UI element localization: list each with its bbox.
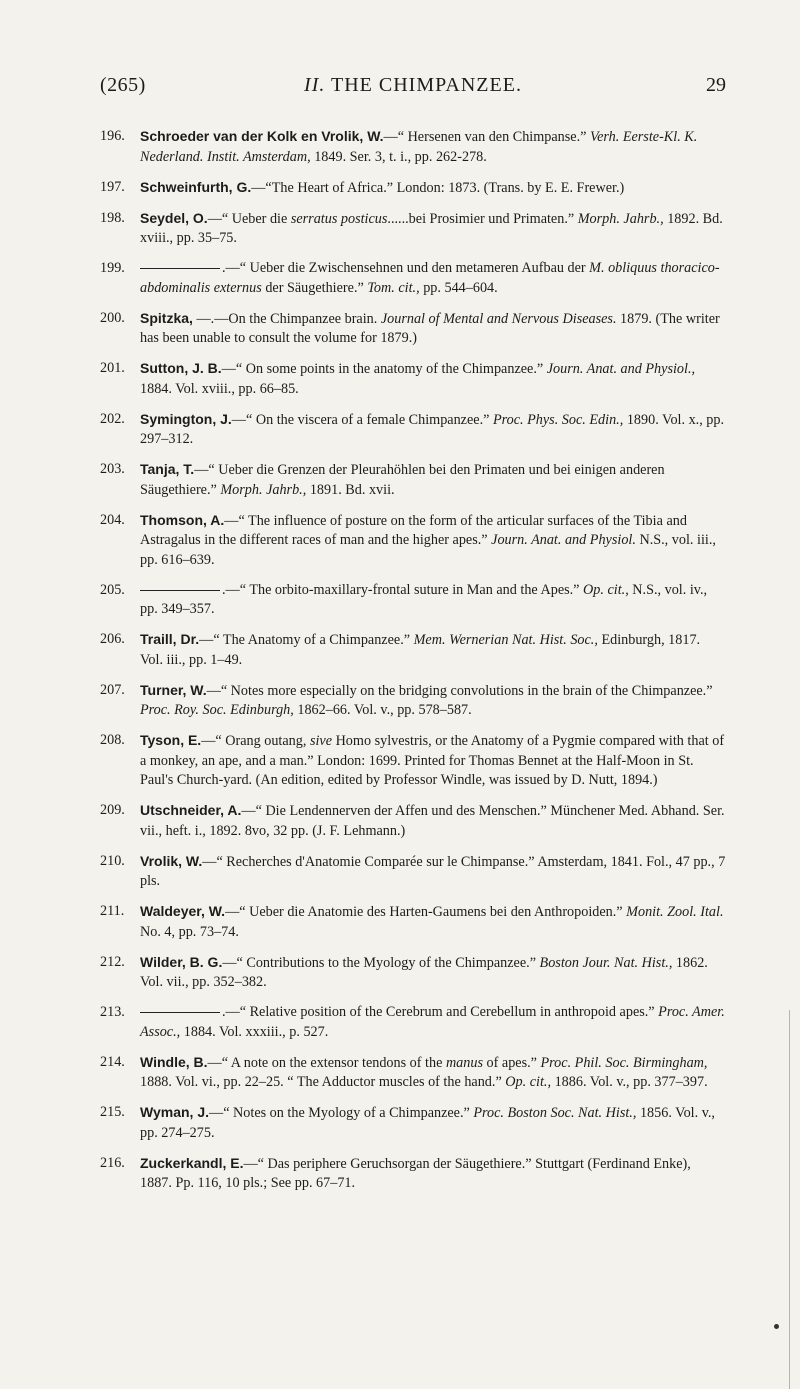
- entry-author: Turner, W.: [140, 681, 207, 698]
- running-title-main: THE CHIMPANZEE.: [331, 74, 522, 96]
- bibliography-list: [100, 127, 726, 1204]
- bibliography-entry: [100, 852, 726, 892]
- entry-author: Thomson, A.: [140, 511, 225, 528]
- entry-number: 215.: [100, 1104, 125, 1120]
- bibliography-entry: [100, 630, 726, 670]
- bibliography-entry: [100, 209, 726, 249]
- entry-source-italic: Boston Jour. Nat. Hist.,: [539, 954, 673, 971]
- entry-text: N.S., vol. iv., pp. 349–357.: [140, 581, 708, 617]
- entry-text: No. 4, pp. 73–74.: [140, 923, 239, 940]
- entry-author: Wyman, J.: [140, 1104, 209, 1120]
- entry-number: 213.: [100, 1004, 125, 1020]
- running-title-roman: II.: [304, 74, 326, 96]
- entry-source-italic: Proc. Phil. Soc. Birmingham,: [540, 1054, 708, 1071]
- entry-number: 204.: [100, 511, 125, 528]
- entry-source-italic: Journal of Mental and Nervous Diseases.: [380, 310, 617, 327]
- bibliography-entry: [100, 953, 726, 993]
- bibliography-entry: [100, 178, 726, 199]
- entry-text: 1892. Bd. xviii., pp. 35–75.: [140, 210, 723, 246]
- entry-text: 1886. Vol. v., pp. 377–397.: [551, 1074, 708, 1090]
- entry-text: 1891. Bd. xvii.: [306, 481, 395, 498]
- page-speck: [774, 1324, 779, 1329]
- entry-source-italic: Proc. Boston Soc. Nat. Hist.,: [473, 1105, 637, 1121]
- entry-text: 1884. Vol. xxxiii., p. 527.: [180, 1023, 329, 1040]
- entry-text: —“The Heart of Africa.” London: 1873. (Trans. by E. E. Frewer.): [251, 179, 625, 196]
- entry-number: 214.: [100, 1053, 125, 1070]
- bibliography-entry: [100, 259, 726, 298]
- entry-text: —“ Hersenen van den Chimpanse.”: [383, 129, 590, 145]
- entry-text: —“ On the viscera of a female Chimpanzee.”: [231, 411, 493, 428]
- bibliography-entry: [100, 1154, 726, 1194]
- entry-author: Schweinfurth, G.: [140, 178, 252, 195]
- entry-text: Homo sylvestris, or the Anatomy of a Pygmie compared with that of a monkey, an ape, and a man.” London: 1699. Printed for Thomas Bennet at the Half-Moon in St. Paul's Church-yard. (An edition, edited by Professor Windle, was issued by D. Nutt, 1894.): [140, 733, 725, 788]
- entry-number: 206.: [100, 631, 125, 647]
- entry-text: —“ Ueber die Anatomie des Harten-Gaumens bei den Anthropoiden.”: [225, 904, 627, 920]
- entry-text: —“ Notes more especially on the bridging convolutions in the brain of the Chimpanzee.”: [206, 682, 713, 699]
- entry-number: 197.: [100, 178, 125, 195]
- entry-text: —“ The Anatomy of a Chimpanzee.”: [199, 632, 414, 648]
- entry-number: 203.: [100, 461, 125, 477]
- entry-author: Tyson, E.: [140, 732, 202, 748]
- bibliography-entry: [100, 127, 726, 167]
- entry-text: 1888. Vol. vi., pp. 22–25. “ The Adductor muscles of the hand.”: [140, 1074, 506, 1090]
- entry-source-italic: Proc. Amer. Assoc.,: [140, 1004, 725, 1040]
- bibliography-entry: [100, 1003, 726, 1042]
- entry-text: Edinburgh, 1817. Vol. iii., pp. 1–49.: [140, 632, 701, 668]
- entry-text: 1862. Vol. vii., pp. 352–382.: [140, 954, 708, 990]
- entry-number: 201.: [100, 360, 125, 376]
- ditto-rule: [140, 268, 220, 269]
- entry-source-italic: Verh. Eerste-Kl. K. Nederland. Instit. Amsterdam,: [140, 129, 698, 165]
- entry-text: —“ Die Lendennerven der Affen und des Menschen.” Münchener Med. Abhand. Ser. vii., heft. i., 1892. 8vo, 32 pp. (J. F. Lehmann.): [140, 803, 725, 839]
- entry-author: Tanja, T.: [140, 461, 195, 477]
- entry-number: 202.: [100, 410, 125, 427]
- ditto-rule: [140, 590, 220, 591]
- entry-number: 200.: [100, 309, 125, 326]
- entry-source-italic: Morph. Jahrb.,: [577, 210, 664, 227]
- entry-text: N.S., vol. iii., pp. 616–639.: [140, 532, 716, 568]
- entry-text: 1862–66. Vol. v., pp. 578–587.: [293, 702, 472, 718]
- entry-text: .—“ Relative position of the Cerebrum and Cerebellum in anthropoid apes.”: [222, 1004, 659, 1020]
- entry-number: 212.: [100, 953, 125, 970]
- entry-text: —“ On some points in the anatomy of the Chimpanzee.”: [221, 361, 547, 377]
- entry-text: —“ Recherches d'Anatomie Comparée sur le Chimpanse.” Amsterdam, 1841. Fol., 47 pp., 7 pls.: [140, 853, 726, 889]
- bibliography-entry: [100, 731, 726, 791]
- entry-source-italic: sive: [309, 733, 333, 749]
- entry-text: —“ A note on the extensor tendons of the: [207, 1054, 446, 1071]
- entry-text: —“ Contributions to the Myology of the Chimpanzee.”: [222, 954, 540, 971]
- entry-number: 211.: [100, 903, 125, 919]
- ditto-rule: [140, 1012, 220, 1013]
- entry-source-italic: Op. cit.,: [583, 581, 629, 598]
- entry-number: 198.: [100, 209, 125, 226]
- entry-number: 209.: [100, 802, 125, 818]
- entry-text: —“ Orang outang,: [201, 733, 310, 749]
- entry-author: Schroeder van der Kolk en Vrolik, W.: [140, 128, 384, 144]
- entry-author: Waldeyer, W.: [140, 903, 226, 919]
- entry-number: 210.: [100, 852, 125, 869]
- entry-number: 196.: [100, 128, 125, 144]
- entry-source-italic: manus: [445, 1054, 483, 1071]
- entry-number: 207.: [100, 681, 125, 698]
- entry-text: —“ Ueber die Grenzen der Pleurahöhlen bei den Primaten und bei einigen anderen Säugethiere.”: [140, 462, 665, 498]
- entry-source-italic: Proc. Roy. Soc. Edinburgh,: [140, 702, 294, 718]
- bibliography-entry: [100, 902, 726, 942]
- entry-text: 1884. Vol. xviii., pp. 66–85.: [140, 380, 299, 397]
- entry-source-italic: Morph. Jahrb.,: [220, 481, 307, 498]
- entry-number: 216.: [100, 1154, 125, 1171]
- entry-text: 1890. Vol. x., pp. 297–312.: [140, 411, 725, 447]
- entry-number: 205.: [100, 581, 125, 598]
- entry-author: Symington, J.: [140, 410, 232, 427]
- entry-source-italic: Journ. Anat. and Physiol.,: [546, 361, 696, 377]
- bibliography-entry: [100, 309, 726, 349]
- entry-text: ......bei Prosimier und Primaten.”: [387, 210, 578, 227]
- entry-text: 1849. Ser. 3, t. i., pp. 262-278.: [310, 148, 487, 165]
- bibliography-entry: [100, 511, 726, 571]
- entry-author: Zuckerkandl, E.: [140, 1154, 244, 1171]
- entry-author: Spitzka,: [140, 309, 193, 326]
- page-code: (265): [100, 74, 146, 96]
- bibliography-entry: [100, 1103, 726, 1143]
- entry-author: Seydel, O.: [140, 209, 208, 226]
- page-edge-shadow: [789, 1010, 790, 1389]
- running-title: [100, 74, 726, 97]
- entry-source-italic: Mem. Wernerian Nat. Hist. Soc.,: [413, 632, 598, 648]
- entry-text: 1856. Vol. v., pp. 274–275.: [140, 1105, 715, 1141]
- entry-source-italic: Op. cit.,: [505, 1074, 552, 1090]
- entry-text: 1879. (The writer has been unable to consult the volume for 1879.): [140, 310, 720, 346]
- entry-author: Utschneider, A.: [140, 802, 242, 818]
- entry-text: —.—On the Chimpanzee brain.: [192, 310, 381, 327]
- entry-author: Windle, B.: [140, 1053, 208, 1070]
- entry-source-italic: serratus posticus: [290, 210, 388, 227]
- entry-text: of apes.”: [483, 1054, 541, 1071]
- entry-author: Sutton, J. B.: [140, 360, 222, 376]
- bibliography-entry: [100, 460, 726, 500]
- entry-author: Wilder, B. G.: [140, 953, 223, 970]
- entry-source-italic: Journ. Anat. and Physiol.: [491, 532, 636, 548]
- entry-source-italic: Proc. Phys. Soc. Edin.,: [492, 411, 624, 428]
- bibliography-entry: [100, 681, 726, 721]
- entry-text: —“ Das periphere Geruchsorgan der Säugethiere.” Stuttgart (Ferdinand Enke), 1887. Pp. 116, 10 pls.; See pp. 67–71.: [140, 1155, 691, 1191]
- entry-author: Traill, Dr.: [140, 631, 200, 647]
- entry-text: —“ The influence of posture on the form of the articular surfaces of the Tibia and Astragalus in the different races of man and the higher apes.”: [140, 512, 687, 548]
- bibliography-entry: [100, 1053, 726, 1093]
- bibliography-entry: [100, 801, 726, 841]
- bibliography-entry: [100, 359, 726, 399]
- entry-text: pp. 544–604.: [419, 279, 498, 296]
- entry-text: der Säugethiere.”: [261, 279, 368, 296]
- running-header: [100, 74, 726, 104]
- bibliography-entry: [100, 581, 726, 620]
- entry-source-italic: Monit. Zool. Ital.: [626, 904, 724, 920]
- entry-number: 199.: [100, 260, 125, 276]
- entry-source-italic: M. obliquus thoracico-abdominalis externus: [140, 260, 720, 296]
- entry-number: 208.: [100, 732, 125, 748]
- bibliography-entry: [100, 410, 726, 450]
- page-number: 29: [706, 74, 726, 96]
- entry-author: Vrolik, W.: [140, 852, 203, 869]
- entry-text: —“ Ueber die: [207, 210, 291, 227]
- entry-source-italic: Tom. cit.,: [367, 279, 420, 296]
- entry-text: —“ Notes on the Myology of a Chimpanzee.”: [209, 1105, 474, 1121]
- entry-text: .—“ Ueber die Zwischensehnen und den metameren Aufbau der: [222, 260, 590, 276]
- entry-text: .—“ The orbito-maxillary-frontal suture in Man and the Apes.”: [222, 581, 584, 598]
